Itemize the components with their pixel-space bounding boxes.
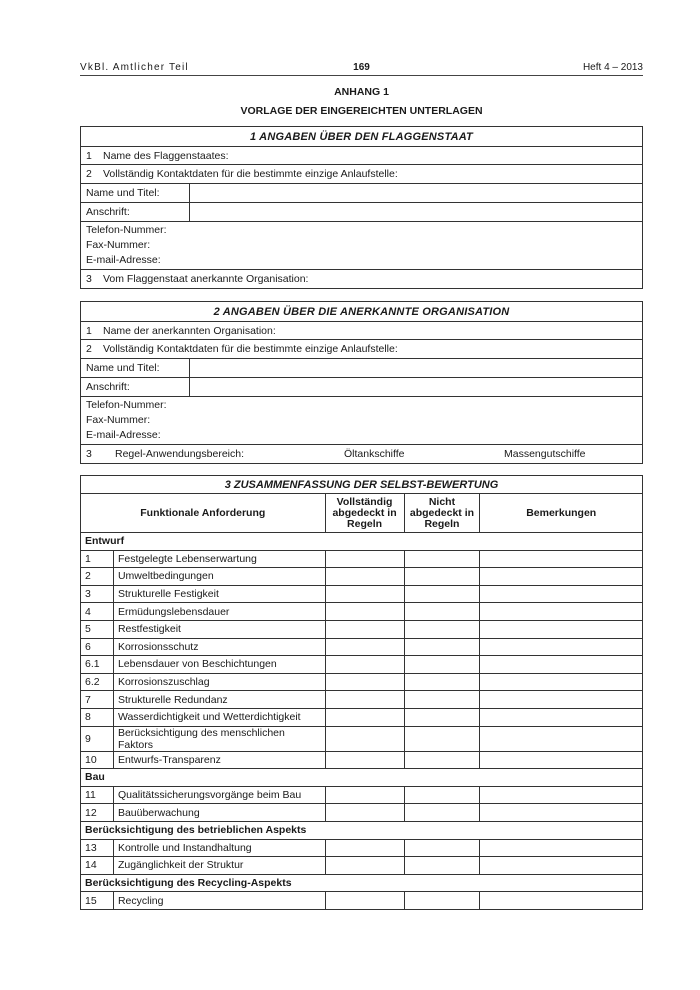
table-row xyxy=(81,839,643,857)
phone-label: Telefon-Nummer: xyxy=(86,224,167,236)
scope-row xyxy=(81,444,642,463)
row-number: 1 xyxy=(86,324,92,337)
fully-covered-cell xyxy=(325,603,404,621)
remarks-cell xyxy=(480,839,643,857)
row-number: 6.2 xyxy=(81,673,114,691)
address-row xyxy=(81,377,642,396)
form-row xyxy=(81,321,642,339)
table-row xyxy=(81,550,643,568)
group-heading: Bau xyxy=(81,769,643,787)
not-covered-cell xyxy=(404,892,480,910)
group-row xyxy=(81,874,643,892)
row-number: 9 xyxy=(81,726,114,751)
row-number: 7 xyxy=(81,691,114,709)
column-header-not-covered: Nicht abgedeckt in Regeln xyxy=(404,494,480,533)
column-header-remarks: Bemerkungen xyxy=(480,494,643,533)
remarks-cell xyxy=(480,751,643,769)
row-number: 2 xyxy=(81,568,114,586)
row-number: 5 xyxy=(81,620,114,638)
table-row xyxy=(81,804,643,822)
requirement-name: Wasserdichtigkeit und Wetterdichtigkeit xyxy=(113,708,325,726)
remarks-cell xyxy=(480,857,643,875)
address-label: Anschrift: xyxy=(81,378,190,396)
row-number: 12 xyxy=(81,804,114,822)
annex-title: ANHANG 1 xyxy=(334,86,389,98)
requirement-name: Strukturelle Festigkeit xyxy=(113,585,325,603)
fully-covered-cell xyxy=(325,585,404,603)
fax-label: Fax-Nummer: xyxy=(86,414,151,426)
fully-covered-cell xyxy=(325,857,404,875)
table-row xyxy=(81,708,643,726)
name-title-row xyxy=(81,183,642,202)
table-row xyxy=(81,892,643,910)
fully-covered-cell xyxy=(325,568,404,586)
fully-covered-cell xyxy=(325,708,404,726)
row-label: Name des Flaggenstaates: xyxy=(103,149,229,162)
fully-covered-cell xyxy=(325,550,404,568)
group-row xyxy=(81,769,643,787)
not-covered-cell xyxy=(404,568,480,586)
row-label: Name der anerkannten Organisation: xyxy=(103,324,276,337)
requirement-name: Zugänglichkeit der Struktur xyxy=(113,857,325,875)
section-title: 3 ZUSAMMENFASSUNG DER SELBST-BEWERTUNG xyxy=(81,476,643,494)
requirement-name: Berücksichtigung des menschlichen Faktors xyxy=(113,726,325,751)
remarks-cell xyxy=(480,726,643,751)
row-number: 10 xyxy=(81,751,114,769)
remarks-cell xyxy=(480,892,643,910)
row-number: 3 xyxy=(86,273,92,285)
requirement-name: Kontrolle und Instandhaltung xyxy=(113,839,325,857)
page-header xyxy=(80,62,643,76)
row-number: 3 xyxy=(81,585,114,603)
requirement-name: Strukturelle Redundanz xyxy=(113,691,325,709)
name-title-row xyxy=(81,358,642,377)
requirement-name: Korrosionsschutz xyxy=(113,638,325,656)
row-label: Vom Flaggenstaat anerkannte Organisation: xyxy=(103,273,309,285)
remarks-cell xyxy=(480,786,643,804)
fully-covered-cell xyxy=(325,691,404,709)
email-label: E-mail-Adresse: xyxy=(86,254,161,266)
not-covered-cell xyxy=(404,726,480,751)
page-number: 169 xyxy=(353,62,370,73)
group-heading: Berücksichtigung des betrieblichen Aspekts xyxy=(81,821,643,839)
fully-covered-cell xyxy=(325,673,404,691)
table-row xyxy=(81,786,643,804)
group-heading: Berücksichtigung des Recycling-Aspekts xyxy=(81,874,643,892)
requirement-name: Ermüdungslebensdauer xyxy=(113,603,325,621)
table-row xyxy=(81,857,643,875)
form-row xyxy=(81,269,642,288)
contact-row xyxy=(81,221,642,269)
not-covered-cell xyxy=(404,585,480,603)
remarks-cell xyxy=(480,708,643,726)
form-row xyxy=(81,164,642,183)
not-covered-cell xyxy=(404,708,480,726)
row-number: 2 xyxy=(86,343,92,355)
issue-number: Heft 4 – 2013 xyxy=(582,62,643,73)
table-row xyxy=(81,656,643,674)
remarks-cell xyxy=(480,673,643,691)
remarks-cell xyxy=(480,568,643,586)
requirement-name: Bauüberwachung xyxy=(113,804,325,822)
row-number: 6 xyxy=(81,638,114,656)
requirement-name: Restfestigkeit xyxy=(113,620,325,638)
fully-covered-cell xyxy=(325,839,404,857)
not-covered-cell xyxy=(404,839,480,857)
requirement-name: Korrosionszuschlag xyxy=(113,673,325,691)
table-row xyxy=(81,751,643,769)
remarks-cell xyxy=(480,656,643,674)
option-bulk-carriers: Massengutschiffe xyxy=(504,448,586,460)
document-subtitle: VORLAGE DER EINGEREICHTEN UNTERLAGEN xyxy=(240,105,483,117)
table-row xyxy=(81,603,643,621)
name-title-label: Name und Titel: xyxy=(81,184,190,202)
group-heading: Entwurf xyxy=(81,533,643,551)
row-number: 3 xyxy=(86,448,92,460)
remarks-cell xyxy=(480,620,643,638)
group-row xyxy=(81,821,643,839)
table-row xyxy=(81,568,643,586)
section-title: 1 ANGABEN ÜBER DEN FLAGGENSTAAT xyxy=(250,130,473,143)
row-number: 13 xyxy=(81,839,114,857)
contact-row xyxy=(81,396,642,444)
not-covered-cell xyxy=(404,751,480,769)
not-covered-cell xyxy=(404,673,480,691)
table-row xyxy=(81,673,643,691)
not-covered-cell xyxy=(404,620,480,638)
requirement-name: Umweltbedingungen xyxy=(113,568,325,586)
row-number: 11 xyxy=(81,786,114,804)
row-number: 2 xyxy=(86,168,92,180)
section-recognized-organization xyxy=(80,301,643,464)
row-label: Vollständig Kontaktdaten für die bestimmte einzige Anlaufstelle: xyxy=(103,168,398,180)
address-row xyxy=(81,202,642,221)
requirement-name: Qualitätssicherungsvorgänge beim Bau xyxy=(113,786,325,804)
remarks-cell xyxy=(480,691,643,709)
not-covered-cell xyxy=(404,857,480,875)
row-number: 1 xyxy=(86,149,92,162)
option-oil-tankers: Öltankschiffe xyxy=(344,448,405,460)
table-row xyxy=(81,638,643,656)
fax-label: Fax-Nummer: xyxy=(86,239,151,251)
fully-covered-cell xyxy=(325,638,404,656)
fully-covered-cell xyxy=(325,751,404,769)
email-label: E-mail-Adresse: xyxy=(86,429,161,441)
not-covered-cell xyxy=(404,804,480,822)
not-covered-cell xyxy=(404,656,480,674)
table-row xyxy=(81,691,643,709)
address-label: Anschrift: xyxy=(81,203,190,221)
remarks-cell xyxy=(480,638,643,656)
row-number: 4 xyxy=(81,603,114,621)
not-covered-cell xyxy=(404,786,480,804)
remarks-cell xyxy=(480,585,643,603)
column-header-requirement: Funktionale Anforderung xyxy=(81,494,326,533)
self-assessment-table xyxy=(80,475,643,910)
row-number: 15 xyxy=(81,892,114,910)
fully-covered-cell xyxy=(325,786,404,804)
fully-covered-cell xyxy=(325,804,404,822)
requirement-name: Festgelegte Lebenserwartung xyxy=(113,550,325,568)
table-row xyxy=(81,726,643,751)
journal-name: VkBl. Amtlicher Teil xyxy=(80,62,189,73)
remarks-cell xyxy=(480,550,643,568)
scope-label: Regel-Anwendungsbereich: xyxy=(115,448,244,460)
requirement-name: Recycling xyxy=(113,892,325,910)
row-number: 14 xyxy=(81,857,114,875)
requirement-name: Entwurfs-Transparenz xyxy=(113,751,325,769)
requirement-name: Lebensdauer von Beschichtungen xyxy=(113,656,325,674)
name-title-label: Name und Titel: xyxy=(81,359,190,377)
remarks-cell xyxy=(480,804,643,822)
column-header-fully-covered: Vollständig abgedeckt in Regeln xyxy=(325,494,404,533)
group-row xyxy=(81,533,643,551)
not-covered-cell xyxy=(404,550,480,568)
table-row xyxy=(81,620,643,638)
fully-covered-cell xyxy=(325,656,404,674)
remarks-cell xyxy=(480,603,643,621)
section-flag-state xyxy=(80,126,643,289)
fully-covered-cell xyxy=(325,620,404,638)
table-row xyxy=(81,585,643,603)
fully-covered-cell xyxy=(325,726,404,751)
phone-label: Telefon-Nummer: xyxy=(86,399,167,411)
form-row xyxy=(81,339,642,358)
row-label: Vollständig Kontaktdaten für die bestimmte einzige Anlaufstelle: xyxy=(103,343,398,355)
row-number: 6.1 xyxy=(81,656,114,674)
not-covered-cell xyxy=(404,603,480,621)
section-title: 2 ANGABEN ÜBER DIE ANERKANNTE ORGANISATION xyxy=(213,305,510,318)
fully-covered-cell xyxy=(325,892,404,910)
row-number: 8 xyxy=(81,708,114,726)
row-number: 1 xyxy=(81,550,114,568)
not-covered-cell xyxy=(404,638,480,656)
not-covered-cell xyxy=(404,691,480,709)
form-row xyxy=(81,146,642,164)
